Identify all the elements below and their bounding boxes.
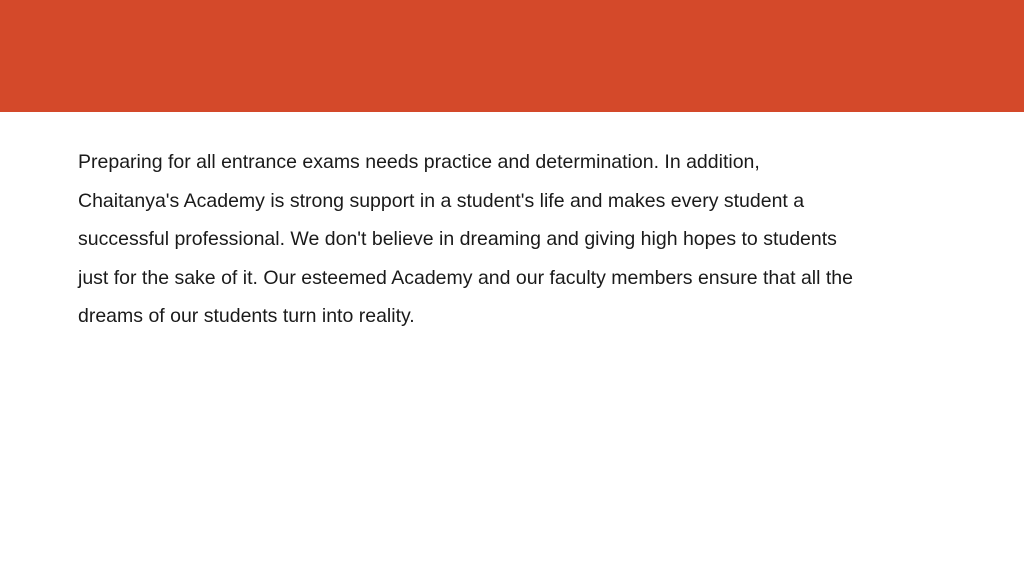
body-paragraph <box>78 143 958 336</box>
paragraph-line: dreams of our students turn into reality. <box>78 305 415 327</box>
paragraph-line: just for the sake of it. Our esteemed Academy and our faculty members ensure that all the <box>78 266 853 289</box>
paragraph-line: Chaitanya's Academy is strong support in a student's life and makes every student a <box>78 189 805 212</box>
header-band <box>0 0 1024 112</box>
paragraph-line: successful professional. We don't believe in dreaming and giving high hopes to students <box>78 228 837 250</box>
paragraph-line: Preparing for all entrance exams needs practice and determination. In addition, <box>78 151 760 173</box>
